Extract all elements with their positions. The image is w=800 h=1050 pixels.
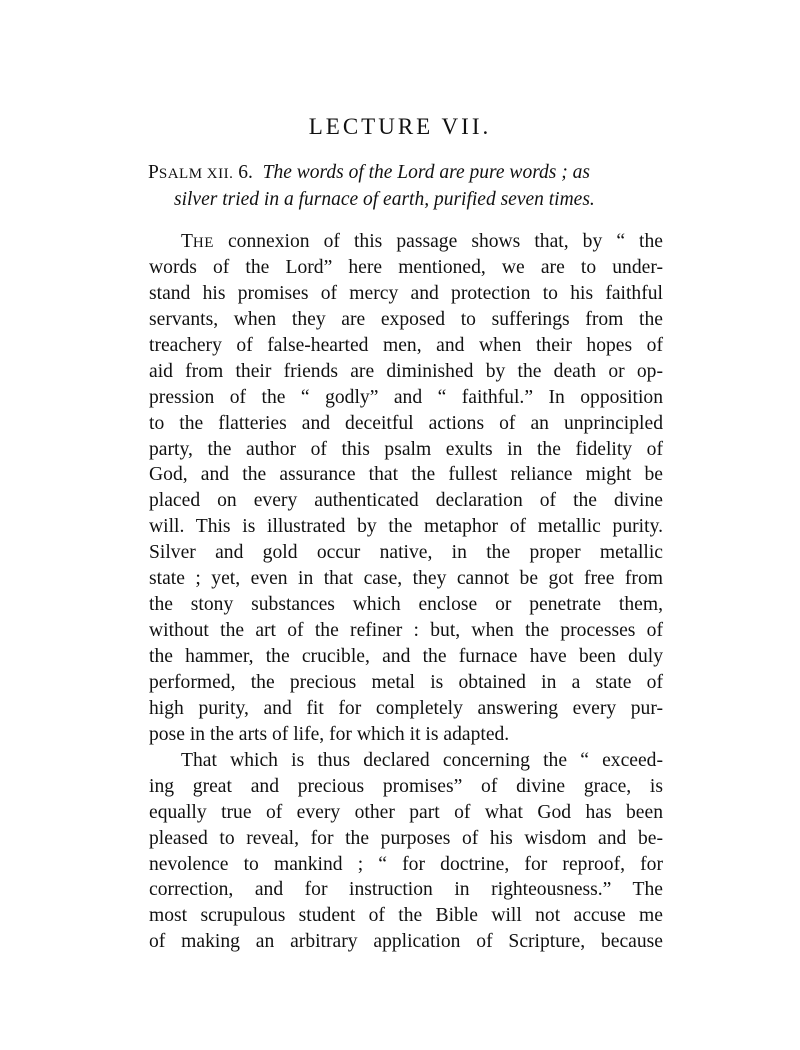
psalm-reference-cap: P — [148, 162, 159, 183]
paragraph-1-line: Silver and gold occur native, in the proper metallic — [149, 542, 663, 564]
paragraph-1-line: without the art of the refiner : but, when the processes of — [149, 620, 663, 642]
epigraph-quote-1: The words of the Lord are pure words ; as — [262, 162, 590, 183]
lead-small-caps: HE — [192, 235, 214, 251]
paragraph-1-line: words of the Lord” here mentioned, we are to under- — [149, 256, 663, 278]
lead-cap: T — [181, 231, 193, 252]
epigraph-line-1 — [148, 160, 662, 187]
paragraph-1-line-1 — [149, 229, 663, 255]
paragraph-1-line: will. This is illustrated by the metaphor of metallic purity. — [149, 516, 663, 538]
paragraph-1-line: party, the author of this psalm exults in the fidelity of — [149, 438, 663, 460]
lecture-heading: LECTURE VII. — [308, 114, 492, 139]
paragraph-2-line: ing great and precious promises” of divine grace, is — [149, 775, 663, 797]
psalm-reference-small: SALM XII. — [158, 166, 234, 182]
paragraph-2-line: correction, and for instruction in righteousness.” The — [149, 879, 663, 901]
paragraph-1-line: to the flatteries and deceitful actions of an unprincipled — [149, 412, 663, 434]
paragraph-1-line: the hammer, the crucible, and the furnace have been duly — [149, 646, 663, 667]
epigraph — [148, 160, 662, 213]
paragraph-2-line: equally true of every other part of what God has been — [149, 801, 663, 823]
paragraph-1-line: God, and the assurance that the fullest reliance might be — [149, 464, 663, 486]
paragraph-1-line: state ; yet, even in that case, they cannot be got free from — [149, 568, 663, 590]
paragraph-2-line: nevolence to mankind ; “ for doctrine, for reproof, for — [149, 853, 663, 875]
paragraph-2-line: of making an arbitrary application of Scripture, because — [149, 931, 663, 953]
paragraph-1-line: aid from their friends are diminished by the death or op- — [149, 360, 663, 382]
paragraph-1-line: servants, when they are exposed to sufferings from the — [149, 308, 663, 330]
line-text: connexion of this passage shows that, by “ the — [213, 231, 663, 252]
paragraph-1-line: placed on every authenticated declaration of the divine — [149, 490, 663, 512]
paragraph-1-last-line: pose in the arts of life, for which it is adapted. — [149, 723, 510, 745]
epigraph-quote-2: silver tried in a furnace of earth, purified seven times. — [174, 189, 595, 210]
psalm-verse-number: 6. — [238, 162, 253, 183]
paragraph-1-line: performed, the precious metal is obtained in a state of — [149, 671, 663, 693]
body-text — [149, 229, 663, 955]
paragraph-1-line: pression of the “ godly” and “ faithful.” In opposition — [149, 386, 663, 408]
paragraph-2-line-1: That which is thus declared concerning the “ exceed- — [181, 749, 663, 771]
paragraph-1-line: high purity, and fit for completely answering every pur- — [149, 697, 663, 719]
paragraph-1-line: treachery of false-hearted men, and when their hopes of — [149, 334, 663, 356]
paragraph-1-line: the stony substances which enclose or penetrate them, — [149, 594, 663, 616]
paragraph-2-line: most scrupulous student of the Bible will not accuse me — [149, 905, 663, 927]
paragraph-1-line: stand his promises of mercy and protection to his faithful — [149, 282, 663, 304]
paragraph-2-line: pleased to reveal, for the purposes of his wisdom and be- — [149, 827, 663, 849]
psalm-reference — [148, 162, 253, 183]
